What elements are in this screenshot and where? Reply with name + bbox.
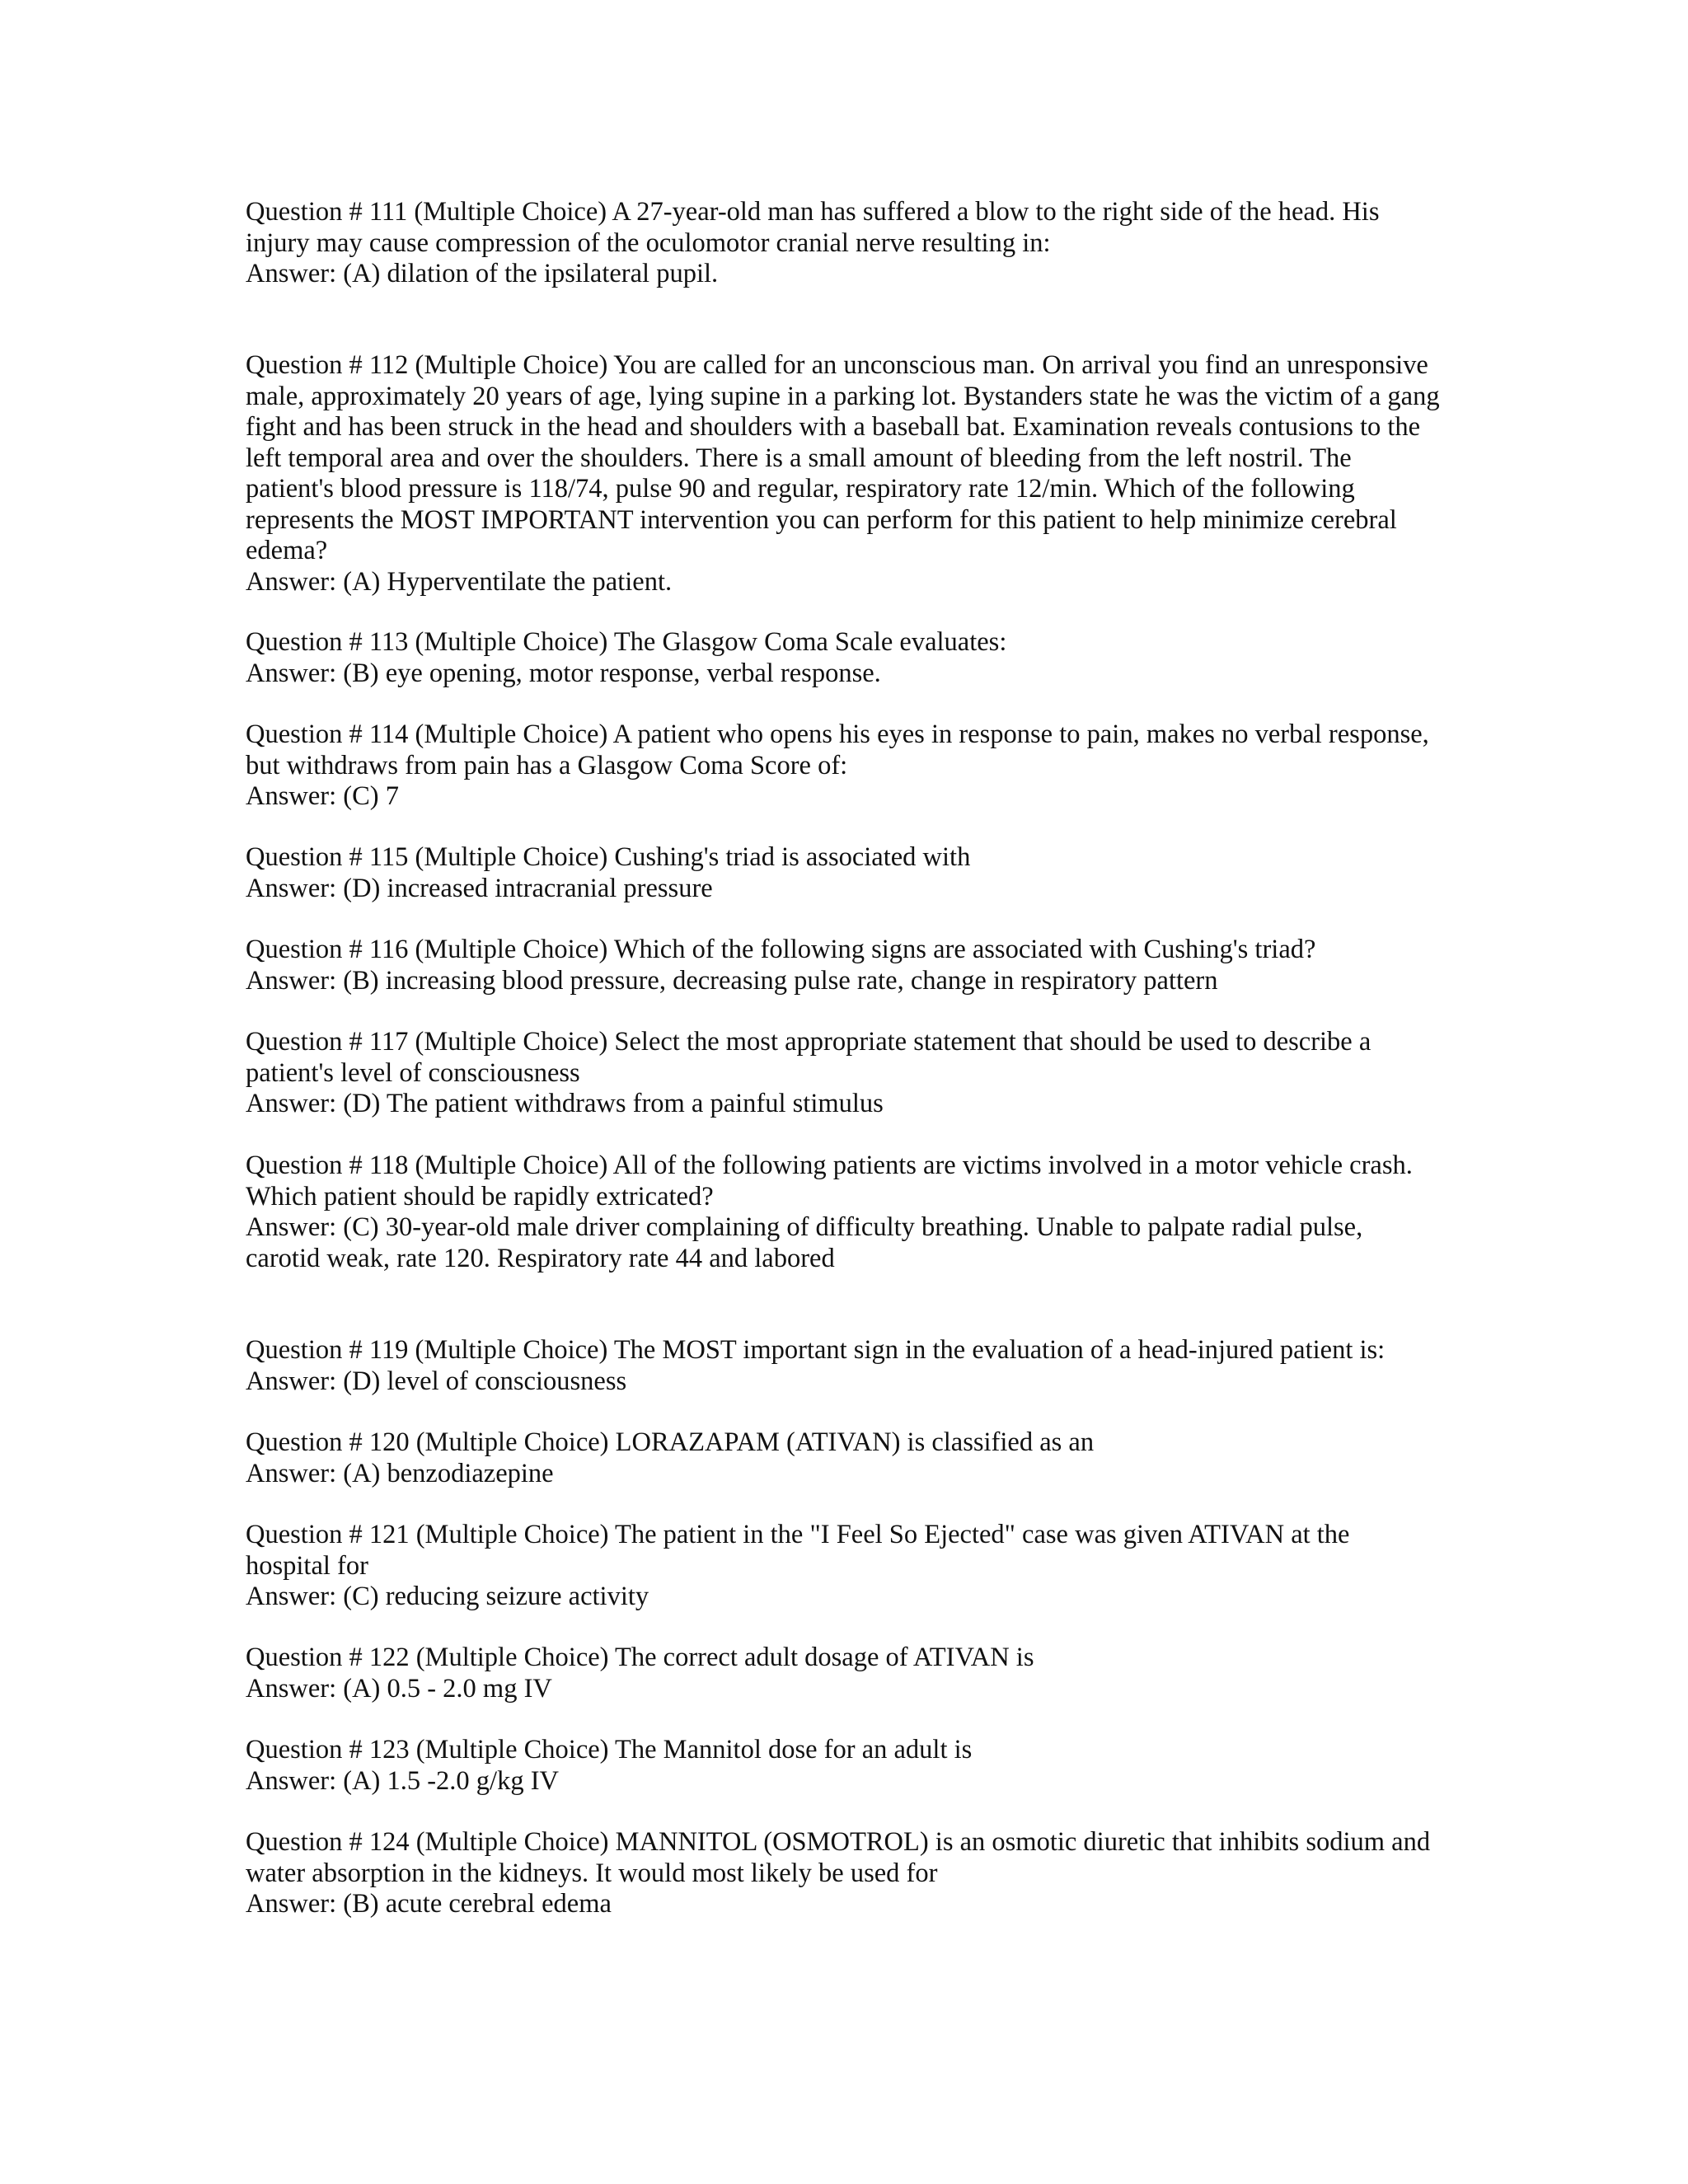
answer-text: Answer: (D) The patient withdraws from a painful stimulus — [246, 1089, 884, 1118]
answer-text: Answer: (A) 1.5 -2.0 g/kg IV — [246, 1765, 560, 1796]
question-text: Question # 123 (Multiple Choice) The Mannitol dose for an adult is — [246, 1735, 973, 1765]
question-block-111 — [246, 197, 1441, 290]
question-text: Question # 112 (Multiple Choice) You are called for an unconscious man. On arrival you find an unresponsive male, approximately 20 years of age, lying supine in a parking lot. Bystanders state he was the victim of a gang fight and has been struck in the head and shoulders with a baseball bat. Examination reveals contusions to the left temporal area and over the shoulders. There is a small amount of bleeding from the left nostril. The patient's blood pressure is 118/74, pulse 90 and regular, respiratory rate 12/min. Which of the following represents the MOST IMPORTANT intervention you can perform for this patient to help minimize cerebral edema? — [246, 350, 1440, 565]
question-block-119 — [246, 1335, 1441, 1397]
answer-text: Answer: (B) acute cerebral edema — [246, 1889, 612, 1919]
answer-text: Answer: (B) increasing blood pressure, decreasing pulse rate, change in respiratory pattern — [246, 965, 1218, 996]
question-text: Question # 119 (Multiple Choice) The MOST important sign in the evaluation of a head-injured patient is: — [246, 1335, 1386, 1365]
question-block-123 — [246, 1735, 1441, 1797]
question-text: Question # 121 (Multiple Choice) The patient in the "I Feel So Ejected" case was given ATIVAN at the hospital for — [246, 1520, 1350, 1581]
answer-text: Answer: (A) benzodiazepine — [246, 1458, 554, 1488]
answer-text: Answer: (C) reducing seizure activity — [246, 1582, 649, 1611]
answer-text: Answer: (A) Hyperventilate the patient. — [246, 566, 673, 597]
question-block-122 — [246, 1643, 1441, 1704]
answer-text: Answer: (D) increased intracranial pressure — [246, 873, 713, 903]
answer-text: Answer: (C) 30-year-old male driver complaining of difficulty breathing. Unable to palpate radial pulse, carotid weak, rate 120. Respiratory rate 44 and labored — [246, 1212, 1363, 1273]
question-block-124 — [246, 1827, 1441, 1920]
question-text: Question # 113 (Multiple Choice) The Glasgow Coma Scale evaluates: — [246, 627, 1007, 657]
answer-text: Answer: (C) 7 — [246, 781, 399, 811]
question-text: Question # 114 (Multiple Choice) A patient who opens his eyes in response to pain, makes no verbal response, but withdraws from pain has a Glasgow Coma Score of: — [246, 719, 1429, 780]
question-block-113 — [246, 627, 1441, 689]
question-text: Question # 115 (Multiple Choice) Cushing's triad is associated with — [246, 842, 971, 872]
answer-text: Answer: (B) eye opening, motor response, verbal response. — [246, 658, 881, 688]
question-text: Question # 116 (Multiple Choice) Which of the following signs are associated with Cushing's triad? — [246, 935, 1316, 964]
answer-text: Answer: (A) 0.5 - 2.0 mg IV — [246, 1673, 552, 1704]
question-text: Question # 117 (Multiple Choice) Select the most appropriate statement that should be used to describe a patient's level of consciousness — [246, 1027, 1372, 1088]
question-block-115 — [246, 842, 1441, 904]
question-block-117 — [246, 1027, 1441, 1120]
question-text: Question # 122 (Multiple Choice) The correct adult dosage of ATIVAN is — [246, 1643, 1034, 1672]
question-text: Question # 120 (Multiple Choice) LORAZAPAM (ATIVAN) is classified as an — [246, 1427, 1095, 1457]
question-text: Question # 118 (Multiple Choice) All of the following patients are victims involved in a motor vehicle crash. Which patient should be rapidly extricated? — [246, 1151, 1413, 1212]
answer-text: Answer: (D) level of consciousness — [246, 1366, 627, 1396]
question-text: Question # 124 (Multiple Choice) MANNITOL (OSMOTROL) is an osmotic diuretic that inhibits sodium and water absorption in the kidneys. It would most likely be used for — [246, 1827, 1431, 1888]
question-block-120 — [246, 1427, 1441, 1489]
question-block-121 — [246, 1520, 1441, 1613]
question-block-118 — [246, 1151, 1441, 1274]
question-block-114 — [246, 719, 1441, 813]
question-block-116 — [246, 935, 1441, 996]
question-block-112 — [246, 350, 1441, 598]
question-text: Question # 111 (Multiple Choice) A 27-year-old man has suffered a blow to the right side of the head. His injury may cause compression of the oculomotor cranial nerve resulting in: — [246, 197, 1380, 258]
answer-text: Answer: (A) dilation of the ipsilateral pupil. — [246, 259, 719, 288]
